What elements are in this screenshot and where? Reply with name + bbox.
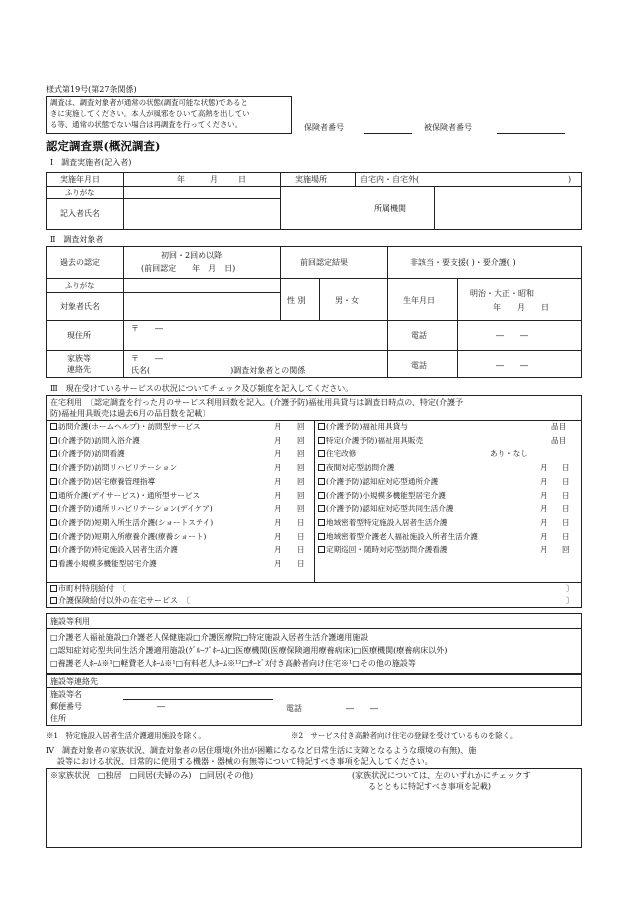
checkbox-icon[interactable] [318,492,325,499]
left_items-unit1[interactable]: 月 [274,422,282,431]
sex-options[interactable]: 男・女 [335,296,359,305]
checkbox-icon[interactable] [318,546,325,553]
left_items-label: 通所介護(デイサービス)・通所型サービス [58,490,201,500]
right_items-row[interactable] [318,490,570,501]
checkbox-icon[interactable] [318,519,325,526]
prev-cert-date[interactable]: (前回認定 年 月 日) [141,264,236,273]
left_items-label: (介護予防)特定施設入居者生活介護 [58,545,178,555]
left_items-row[interactable] [50,422,305,432]
left_items-row[interactable] [50,559,305,569]
left_items-unit2: 回 [297,504,305,514]
right_items-unit2: 品目 [551,435,567,445]
left_items-unit2: 回 [297,463,305,473]
left_items-unit1[interactable]: 月 [274,435,282,445]
checkbox-icon[interactable] [50,423,57,430]
checkbox-icon[interactable] [50,597,57,604]
right_items-row[interactable] [318,504,570,514]
right_items-label: (介護予防)認知症対応型通所介護 [326,476,439,486]
right_items-unit2: 日 [562,476,570,486]
right_items-unit1[interactable]: 月 [540,517,548,527]
home-note-1: 〔認定調査を行った月のサービス利用回数を記入。(介護予防)福祉用具貸与は調査日時点の、特定(介護予 [86,398,464,407]
left_items-unit2: 回 [297,476,305,486]
insured-person-number-label: 被保険者番号 [424,123,472,132]
right_items-unit1[interactable]: 月 [540,545,548,555]
org-label: 所属機関 [374,204,406,213]
checkbox-icon[interactable] [50,546,57,553]
checkbox-icon[interactable] [50,560,57,567]
checkbox-icon[interactable] [50,585,57,592]
other-home-service-label: 介護保険給付以外の在宅サービス 〔 [58,596,190,605]
left_items-label: (介護予防)短期入所療養介護(療養ショート) [58,531,207,541]
left_items-row[interactable] [50,504,305,514]
right_items-row[interactable] [318,435,567,446]
date-month[interactable]: 月 [210,175,218,184]
left_items-label: (介護予防)居宅療養管理指導 [58,476,156,486]
era-options[interactable]: 明治・大正・昭和 [470,289,534,298]
right_items-unit2: あり・なし [490,449,528,459]
past-cert-label: 過去の認定 [60,258,100,267]
checkbox-icon[interactable] [50,519,57,526]
left_items-row[interactable] [50,463,305,473]
right_items-row[interactable] [318,463,570,473]
facility-phone-label: 電話 [286,704,302,713]
left_items-row[interactable] [50,490,305,501]
notice-line-1: 調査は、調査対象者が通常の状態(調査可能な状態)であると [50,98,248,107]
left_items-label: (介護予防)訪問リハビリテーション [58,463,178,473]
left_items-unit2: 日 [297,559,305,568]
left_items-unit2: 日 [297,545,305,555]
right_items-row[interactable] [318,531,570,542]
family-status-note-1: (家族状況については、左のいずれかにチェックす [352,771,531,780]
left_items-label: (介護予防)通所リハビリテーション(デイケア) [58,504,213,514]
subject-name-label: 対象者氏名 [60,302,100,311]
facility-name-label: 施設等名 [50,690,82,699]
footnote-2: ※2 サービス付き高齢者向け住宅の登録を受けているものを除く。 [291,731,518,740]
address-phone-value[interactable]: ― ― [496,331,528,340]
other-home-close: 〕 [566,596,574,605]
left_items-label: (介護予防)訪問看護 [58,449,125,459]
right_items-unit2: 品目 [551,422,567,431]
right_items-label: (介護予防)認知症対応型共同生活介護 [326,504,454,514]
insured-person-number-field[interactable] [497,133,565,134]
right_items-unit2: 日 [562,463,570,473]
checkbox-icon[interactable] [318,423,325,430]
checkbox-icon[interactable] [50,505,57,512]
checkbox-icon[interactable] [50,437,57,444]
left_items-unit2: 日 [297,517,305,527]
checkbox-icon[interactable] [50,478,57,485]
checkbox-icon[interactable] [50,492,57,499]
section4-heading-1: Ⅳ 調査対象者の家族状況、調査対象者の居住環境(外出が困難になるなど日常生活に支障となるような環境の有無)、施 [46,746,477,755]
family-phone-label: 電話 [411,361,427,370]
left_items-unit1[interactable]: 月 [274,559,282,568]
family-name-relation[interactable]: 氏名( )調査対象者との関係 [131,366,306,375]
right_items-label: 地域密着型介護老人福祉施設入所者生活介護 [326,531,478,541]
right_items-unit2: 日 [562,504,570,514]
date-year[interactable]: 年 [177,175,185,184]
place-value[interactable]: 自宅内・自宅外( [360,175,420,184]
family-phone-value[interactable]: ― ― [496,361,528,370]
page-title: 認定調査票(概況調査) [46,139,161,153]
result-options[interactable]: 非該当・要支援( )・要介護( ) [410,258,516,267]
checkbox-icon[interactable] [318,450,325,457]
facility-options-line-2[interactable]: □認知症対応型共同生活介護適用施設(ｸﾞﾙｰﾌﾟﾎｰﾑ)□医療機関(医療保険適用療養病床)□医療機関(療養病床以外) [50,646,448,655]
facility-postal-dash[interactable]: ― [157,702,165,711]
birth-label: 生年月日 [403,296,435,305]
checkbox-icon[interactable] [318,437,325,444]
left_items-unit2: 回 [297,449,305,459]
right_items-unit1[interactable]: 月 [540,490,548,500]
subject-furigana-label: ふりがな [65,281,95,290]
right_items-row[interactable] [318,449,528,459]
facility-options-line-3[interactable]: □養護老人ﾎｰﾑ※¹□軽費老人ﾎｰﾑ※¹□有料老人ﾎｰﾑ※¹²□ｻｰﾋﾞｽ付き高齢者向け住宅※¹□その他の施設等 [50,659,416,668]
right_items-label: (介護予防)小規模多機能型居宅介護 [326,490,446,500]
left_items-unit1[interactable]: 月 [274,449,282,459]
cert-count-options[interactable]: 初回・2回め以降 [161,251,223,260]
right_items-unit1[interactable]: 月 [540,476,548,486]
left_items-unit2: 回 [297,422,305,431]
insurer-number-label: 保険者番号 [304,123,344,132]
family-label-2: 連絡先 [67,365,91,374]
section3-heading: Ⅲ 現在受けているサービスの状況についてチェック及び頻度を記入してください。 [50,384,354,393]
right_items-label: (介護予防)福祉用具貸与 [326,422,408,431]
right_items-label: 地域密着型特定施設入居者生活介護 [326,517,448,527]
left_items-unit1[interactable]: 月 [274,531,282,541]
notice-line-2: きに実施してください。本人が風邪をひいて高熱を出してい [50,109,250,118]
right_items-row[interactable] [318,476,570,487]
left_items-row[interactable] [50,449,305,459]
address-postal[interactable]: 〒 ― [131,324,163,333]
facility-options-line-1[interactable]: □介護老人福祉施設□介護老人保健施設□介護医療院□特定施設入居者生活介護適用施設 [50,633,369,642]
place-label: 実施場所 [295,175,327,184]
date-label: 実施年月日 [60,175,100,184]
right_items-row[interactable] [318,517,570,528]
right_items-label: 特定(介護予防)福祉用具販売 [326,435,424,445]
left_items-unit2: 回 [297,490,305,500]
left_items-unit1[interactable]: 月 [274,463,282,473]
facility-postal-label: 郵便番号 [50,702,82,711]
family-label-1: 家族等 [67,354,91,363]
facility-name-field[interactable] [123,699,273,700]
sex-label: 性 別 [287,296,306,305]
left_items-unit1[interactable]: 月 [274,545,282,555]
writer-furigana-label: ふりがな [65,188,95,197]
address-label: 現住所 [67,331,91,340]
right_items-unit2: 日 [562,531,570,541]
checkbox-icon[interactable] [318,464,325,471]
left_items-row[interactable] [50,545,305,555]
checkbox-icon[interactable] [318,505,325,512]
left_items-unit1[interactable]: 月 [274,476,282,486]
footnote-1: ※1 特定施設入居者生活介護適用施設を除く。 [46,731,206,740]
family-status-note-2: るとともに特記すべき事項を記載) [368,782,491,791]
facility-use-label: 施設等利用 [50,617,90,626]
section4-heading-2: 設等における状況、日常的に使用する機器・器械の有無等について特記すべき事項を記入してください。 [57,757,433,766]
left_items-row[interactable] [50,517,305,528]
left_items-row[interactable] [50,435,305,446]
facility-address-label: 住所 [50,714,66,723]
left_items-label: 訪問介護(ホームヘルプ)・訪問型サービス [58,422,201,431]
home-use-label: 在宅利用 [50,398,82,407]
checkbox-icon[interactable] [50,464,57,471]
insurer-number-field[interactable] [364,133,412,134]
left_items-row[interactable] [50,531,305,542]
left_items-label: (介護予防)訪問入浴介護 [58,435,140,445]
home-note-2: 防)福祉用具販売は過去6月の品目数を記載〕 [50,409,211,418]
writer-name-label: 記入者氏名 [60,209,100,218]
facility-contact-label: 施設等連絡先 [50,677,98,686]
right_items-row[interactable] [318,422,567,432]
left_items-unit1[interactable]: 月 [274,504,282,514]
right_items-unit2: 日 [562,490,570,500]
municipal-close: 〕 [566,584,574,593]
right_items-unit1[interactable]: 月 [540,504,548,514]
family-status-options[interactable]: ※家族状況 □独居 □同居(夫婦のみ) □同居(その他) [50,771,254,780]
section1-heading: Ⅰ 調査実施者(記入者) [50,158,132,167]
place-close: ) [568,175,572,184]
section2-heading: Ⅱ 調査対象者 [50,235,104,244]
checkbox-icon[interactable] [50,533,57,540]
municipal-service-checkbox[interactable] [50,583,126,594]
form-number: 様式第19号(第27条関係) [46,85,137,94]
address-phone-label: 電話 [411,331,427,340]
right_items-row[interactable] [318,545,570,555]
left_items-unit2: 回 [297,435,305,445]
right_items-unit1[interactable]: 月 [540,531,548,541]
right_items-unit2: 日 [562,517,570,527]
prev-result-label: 前回認定結果 [300,258,348,267]
right_items-label: 夜間対応型訪問介護 [326,463,395,473]
left_items-unit1[interactable]: 月 [274,490,282,500]
checkbox-icon[interactable] [50,450,57,457]
right_items-unit1[interactable]: 月 [540,463,548,473]
right_items-unit2: 回 [562,545,570,555]
checkbox-icon[interactable] [318,478,325,485]
date-day[interactable]: 日 [238,175,246,184]
left_items-unit1[interactable]: 月 [274,517,282,527]
right_items-label: 定期巡回・随時対応型訪問介護看護 [326,545,448,555]
facility-contact-table [46,674,582,726]
left_items-label: (介護予防)短期入所生活介護(ショートステイ) [58,517,214,527]
notice-line-3: る等、通常の状態でない場合は再調査を行ってください。 [50,120,243,129]
birth-ymd[interactable]: 年 月 日 [493,303,549,312]
left_items-row[interactable] [50,476,305,487]
checkbox-icon[interactable] [318,533,325,540]
facility-phone-dash[interactable]: ― ― [346,704,378,713]
right_items-label: 住宅改修 [326,449,357,459]
left_items-label: 看護小規模多機能型居宅介護 [58,559,157,568]
left_items-unit2: 日 [297,531,305,541]
other-home-service-checkbox[interactable] [50,595,190,606]
family-postal[interactable]: 〒 ― [131,354,163,363]
municipal-service-label: 市町村特別給付 〔 [58,584,126,593]
